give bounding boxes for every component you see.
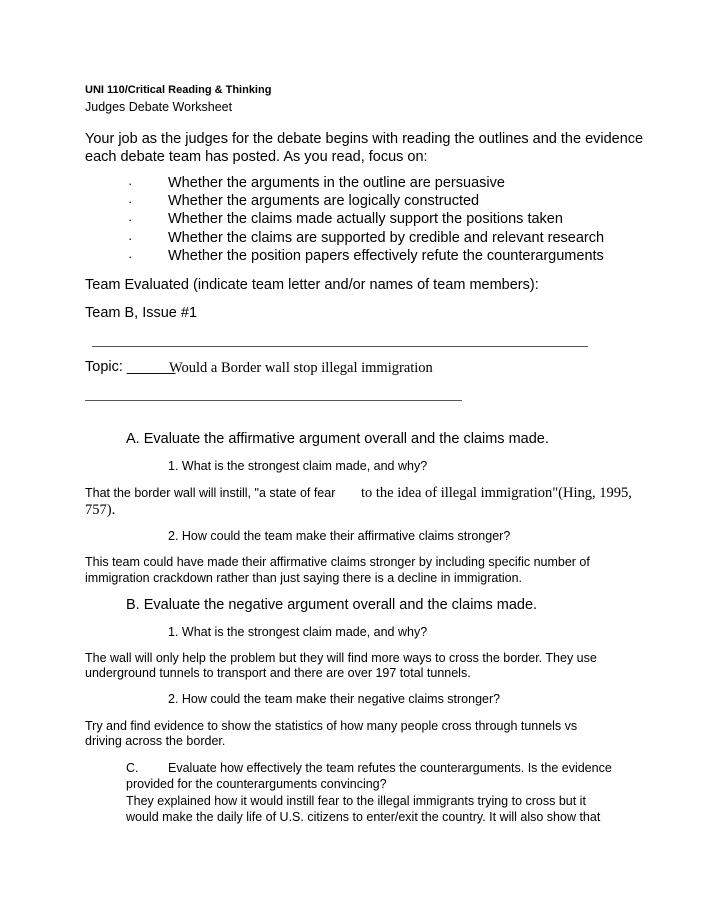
section-b-answer-2b: driving across the border. — [85, 734, 226, 748]
section-a-answer-2b: immigration crackdown rather than just saying there is a decline in immigration. — [85, 571, 522, 585]
bullet-icon: · — [128, 176, 133, 191]
section-a-answer-1c: 757). — [85, 502, 116, 518]
section-b-heading: B. Evaluate the negative argument overall and the claims made. — [126, 597, 538, 613]
section-a-question-2: 2. How could the team make their affirmative claims stronger? — [168, 529, 511, 543]
list-item: Whether the arguments are logically constructed — [168, 193, 480, 209]
intro-line-1: Your job as the judges for the debate begins with reading the outlines and the evidence — [85, 131, 644, 147]
list-item: Whether the claims made actually support the positions taken — [168, 211, 563, 227]
intro-line-2: each debate team has posted. As you read, focus on: — [85, 149, 428, 165]
section-c-answer-1: They explained how it would instill fear to the illegal immigrants trying to cross but it — [126, 794, 586, 808]
section-b-answer-2a: Try and find evidence to show the statistics of how many people cross through tunnels vs — [85, 719, 578, 733]
team-answer: Team B, Issue #1 — [85, 305, 198, 321]
section-a-answer-1a: That the border wall will instill, "a state of fear — [85, 486, 336, 500]
section-a-answer-1b: to the idea of illegal immigration"(Hing, 1995, — [361, 485, 632, 501]
bullet-icon: · — [128, 194, 133, 209]
topic-label: Topic: ______ — [85, 359, 176, 375]
section-b-answer-1a: The wall will only help the problem but they will find more ways to cross the border. They use — [85, 651, 597, 665]
section-a-question-1: 1. What is the strongest claim made, and why? — [168, 459, 428, 473]
team-prompt: Team Evaluated (indicate team letter and/or names of team members): — [85, 277, 539, 293]
divider-line — [92, 346, 588, 347]
list-item: Whether the arguments in the outline are persuasive — [168, 175, 505, 191]
bullet-icon: · — [128, 212, 133, 227]
section-c-question-2: provided for the counterarguments convincing? — [126, 777, 387, 791]
topic-value: Would a Border wall stop illegal immigration — [169, 360, 433, 376]
section-c-answer-2: would make the daily life of U.S. citizens to enter/exit the country. It will also show that — [126, 810, 601, 824]
document-subtitle: Judges Debate Worksheet — [85, 100, 233, 114]
list-item: Whether the claims are supported by credible and relevant research — [168, 230, 605, 246]
section-c-letter: C. — [126, 761, 139, 775]
section-a-answer-2a: This team could have made their affirmative claims stronger by including specific number of — [85, 555, 590, 569]
section-b-question-1: 1. What is the strongest claim made, and why? — [168, 625, 428, 639]
section-b-answer-1b: underground tunnels to transport and there are over 197 total tunnels. — [85, 666, 471, 680]
section-c-question-1: Evaluate how effectively the team refutes the counterarguments. Is the evidence — [168, 761, 612, 775]
section-b-question-2: 2. How could the team make their negative claims stronger? — [168, 692, 501, 706]
list-item: Whether the position papers effectively refute the counterarguments — [168, 248, 604, 264]
bullet-icon: · — [128, 231, 133, 246]
course-title: UNI 110/Critical Reading & Thinking — [85, 84, 272, 96]
section-a-heading: A. Evaluate the affirmative argument overall and the claims made. — [126, 431, 549, 447]
bullet-icon: · — [128, 249, 133, 264]
topic-underline — [85, 400, 462, 401]
